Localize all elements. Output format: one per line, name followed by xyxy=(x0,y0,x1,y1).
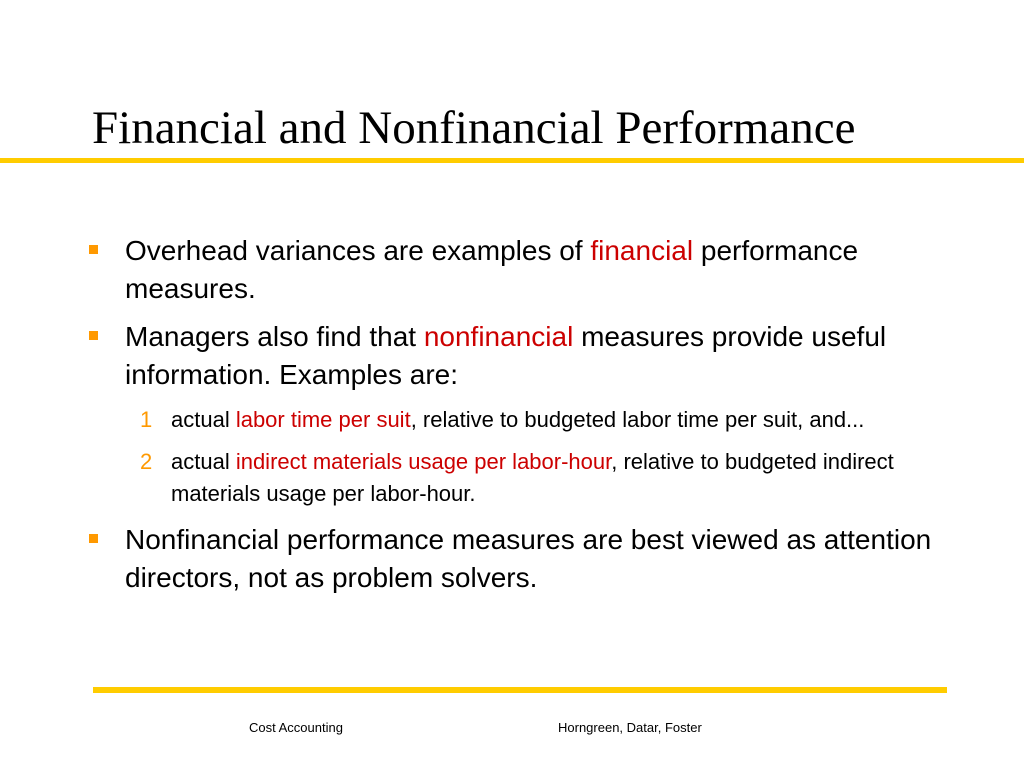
numbered-sub-item xyxy=(88,404,988,436)
bullet-highlight: financial xyxy=(590,235,694,266)
bullet-item xyxy=(88,232,988,308)
bullet-item xyxy=(88,318,988,394)
footer-authors: Horngreen, Datar, Foster xyxy=(558,720,702,735)
square-bullet-icon xyxy=(89,534,98,543)
square-bullet-icon xyxy=(89,245,98,254)
sub-item-number: 1 xyxy=(140,407,153,432)
square-bullet-icon xyxy=(89,331,98,340)
bullet-item xyxy=(88,521,988,597)
footer-course-title: Cost Accounting xyxy=(249,720,343,735)
numbered-sub-list xyxy=(88,404,988,510)
sub-item-text: , relative to budgeted indirect materials usage per labor-hour. xyxy=(171,449,894,506)
footer-divider-line xyxy=(93,687,947,693)
bullet-highlight: nonfinancial xyxy=(423,321,574,352)
bullet-text: Nonfinancial performance measures are best viewed as attention directors, not as problem solvers. xyxy=(125,524,932,593)
title-divider-line xyxy=(0,158,1024,163)
sub-item-highlight: labor time per suit xyxy=(235,407,411,432)
sub-item-highlight: indirect materials usage per labor-hour xyxy=(235,449,612,474)
sub-item-text: actual xyxy=(171,407,236,432)
sub-item-number: 2 xyxy=(140,449,153,474)
bullet-text: performance measures. xyxy=(125,235,859,304)
sub-item-text: , relative to budgeted labor time per suit, and... xyxy=(410,407,865,432)
slide-title: Financial and Nonfinancial Performance xyxy=(92,102,856,154)
bullet-text: Overhead variances are examples of xyxy=(125,235,591,266)
slide-content xyxy=(88,232,988,607)
bullet-text: measures provide useful information. Examples are: xyxy=(125,321,887,390)
numbered-sub-item xyxy=(88,446,988,510)
bullet-text: Managers also find that xyxy=(125,321,424,352)
sub-item-text: actual xyxy=(171,449,236,474)
